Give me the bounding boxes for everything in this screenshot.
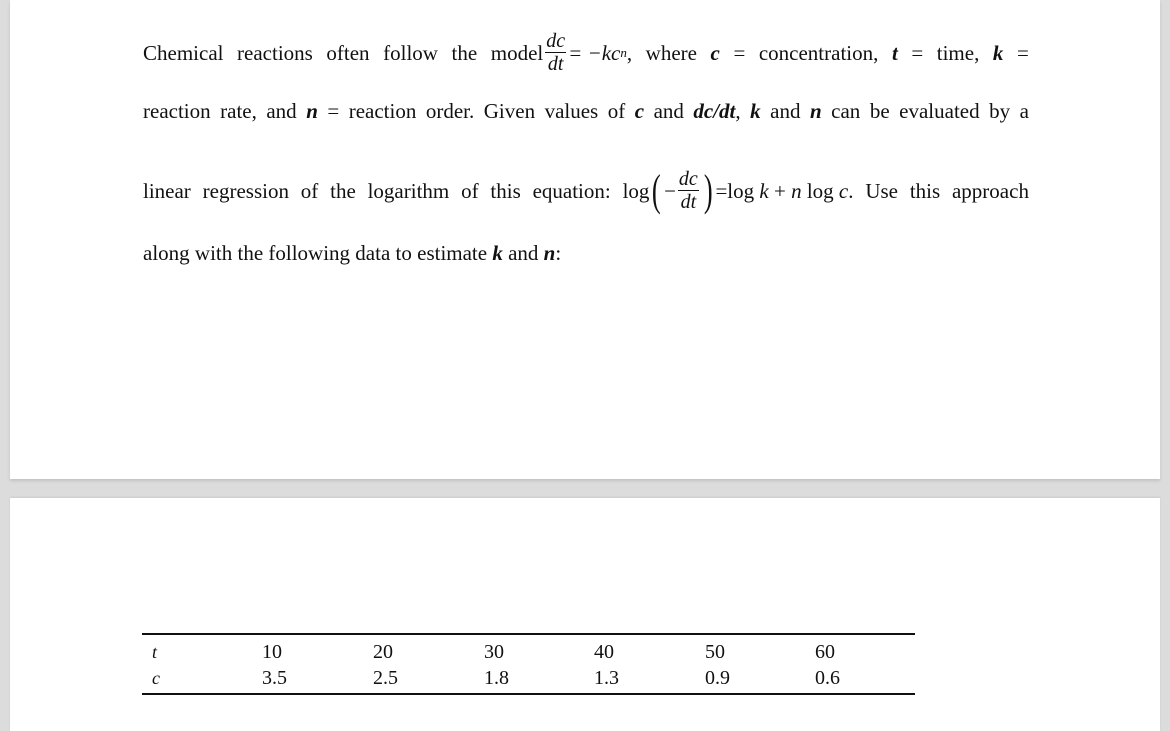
- variable-c: c: [838, 178, 849, 203]
- equals-sign: =: [733, 40, 746, 65]
- log-equation: [622, 165, 854, 215]
- row-label-t: t: [152, 642, 158, 662]
- minus-sign: −: [664, 178, 676, 203]
- word: of: [461, 178, 479, 203]
- fraction-numerator: dc: [546, 30, 566, 52]
- variable-k: k: [992, 40, 1004, 65]
- derivative-fraction: [678, 168, 699, 213]
- document-page-1: [10, 0, 1160, 479]
- paragraph-line-3: [143, 165, 1029, 215]
- row-label-c: c: [152, 668, 160, 688]
- left-paren-icon: (: [652, 165, 662, 215]
- word: values: [544, 99, 599, 123]
- table-row-t: [142, 639, 915, 665]
- word: order.: [425, 99, 475, 123]
- equals-sign: =: [911, 40, 924, 65]
- rate-equation: [491, 30, 632, 75]
- word: of: [607, 99, 626, 123]
- word: regression: [202, 178, 289, 203]
- word: and: [653, 99, 684, 123]
- equals-sign: =: [715, 178, 728, 203]
- table-cell: 60: [815, 641, 835, 663]
- punctuation: ,: [626, 40, 633, 65]
- exponent: n: [620, 44, 627, 60]
- word: reaction: [348, 99, 417, 123]
- variable-c: c: [634, 99, 645, 123]
- word: this: [909, 178, 941, 203]
- word: Use: [865, 178, 898, 203]
- variable-n: n: [791, 178, 802, 203]
- table-cell: 40: [594, 641, 614, 663]
- word: linear: [143, 178, 191, 203]
- table-cell: 20: [373, 641, 393, 663]
- word: time,: [936, 40, 980, 65]
- variable-n: n: [306, 99, 318, 123]
- table-cell: 2.5: [373, 667, 398, 689]
- table-cell: 0.6: [815, 667, 840, 689]
- word: by: [989, 99, 1011, 123]
- word: be: [869, 99, 890, 123]
- fraction-numerator: dc: [678, 168, 698, 190]
- word: the: [451, 40, 478, 65]
- word: concentration,: [758, 40, 879, 65]
- variable-dc-dt: dc/dt: [693, 99, 736, 123]
- word: logarithm: [367, 178, 450, 203]
- word: rate,: [220, 99, 257, 123]
- word: follow: [383, 40, 438, 65]
- word: reactions: [237, 40, 313, 65]
- variable-n: n: [543, 241, 556, 265]
- right-paren-icon: ): [703, 165, 713, 215]
- variable-k: k: [492, 241, 503, 265]
- word: of: [300, 178, 319, 203]
- variable-k: k: [750, 99, 761, 123]
- table-cell: 1.8: [484, 667, 509, 689]
- equals-sign: =: [327, 99, 340, 123]
- word: where: [645, 40, 697, 65]
- paragraph-line-2: [143, 99, 1029, 123]
- variable-n: n: [809, 99, 822, 123]
- equation-rhs: = −kc: [568, 40, 621, 65]
- word: can: [831, 99, 861, 123]
- equals-sign: =: [1016, 40, 1029, 65]
- table-cell: 10: [262, 641, 282, 663]
- punctuation: ,: [735, 99, 741, 123]
- plus-sign: +: [773, 178, 786, 203]
- table-cell: 3.5: [262, 667, 287, 689]
- word: often: [326, 40, 370, 65]
- data-table: [142, 633, 915, 695]
- word: reaction: [143, 99, 211, 123]
- word: Given: [483, 99, 536, 123]
- variable-t: t: [891, 40, 898, 65]
- word: Chemical: [143, 40, 224, 65]
- text: and: [502, 241, 544, 265]
- document-page-2: [10, 498, 1160, 731]
- word: and: [266, 99, 297, 123]
- punctuation: .: [848, 178, 854, 203]
- word: equation:: [532, 178, 611, 203]
- derivative-fraction: [545, 30, 566, 75]
- word: model: [490, 40, 544, 65]
- log-function: log: [622, 178, 650, 203]
- word: and: [770, 99, 801, 123]
- text: :: [555, 241, 562, 265]
- word: a: [1019, 99, 1029, 123]
- text: along with the following data to estimate: [143, 241, 493, 265]
- word: approach: [951, 178, 1029, 203]
- word: the: [330, 178, 356, 203]
- table-cell: 0.9: [705, 667, 730, 689]
- word: evaluated: [899, 99, 980, 123]
- variable-c: c: [710, 40, 720, 65]
- table-row-c: [142, 665, 915, 691]
- word: this: [490, 178, 521, 203]
- table-cell: 30: [484, 641, 504, 663]
- log-function: log: [727, 178, 755, 203]
- paragraph-line-1: [143, 30, 1029, 75]
- fraction-denominator: dt: [547, 53, 564, 75]
- fraction-denominator: dt: [680, 191, 697, 213]
- table-cell: 50: [705, 641, 725, 663]
- variable-k: k: [759, 178, 769, 203]
- log-function: log: [806, 178, 834, 203]
- table-cell: 1.3: [594, 667, 619, 689]
- paragraph-line-4: [143, 241, 561, 265]
